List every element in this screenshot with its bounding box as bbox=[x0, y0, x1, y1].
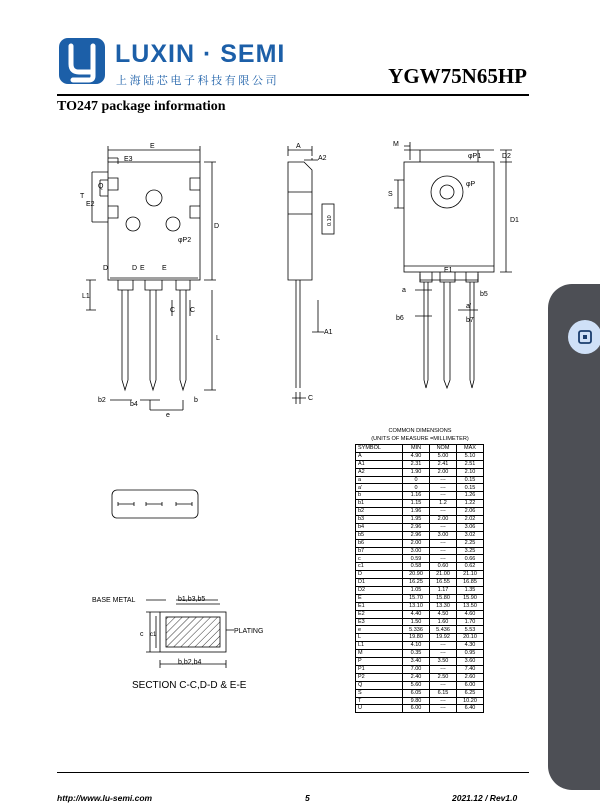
table-cell: 0 bbox=[403, 484, 430, 492]
dim-label-c: c bbox=[140, 631, 144, 638]
table-row bbox=[356, 658, 484, 666]
table-cell: 2.96 bbox=[403, 531, 430, 539]
table-cell: A2 bbox=[356, 468, 403, 476]
table-cell: b2 bbox=[356, 508, 403, 516]
table-cell: 1.96 bbox=[403, 508, 430, 516]
table-cell: b4 bbox=[356, 523, 403, 531]
dim-label-Q: Q bbox=[98, 183, 104, 190]
table-cell: 0.66 bbox=[457, 555, 484, 563]
table-cell: 6.00 bbox=[457, 681, 484, 689]
dim-label-S: S bbox=[388, 191, 393, 198]
table-cell: E3 bbox=[356, 618, 403, 626]
table-row bbox=[356, 547, 484, 555]
table-cell: 0.62 bbox=[457, 563, 484, 571]
table-cell: --- bbox=[430, 539, 457, 547]
dim-label-b-b2-b4: b,b2,b4 bbox=[178, 659, 202, 666]
table-row bbox=[356, 539, 484, 547]
table-cell: 5.10 bbox=[457, 452, 484, 460]
dim-label-L1: L1 bbox=[82, 293, 90, 300]
table-cell: L bbox=[356, 634, 403, 642]
dim-label-a: a bbox=[402, 287, 406, 294]
table-cell: 15.70 bbox=[403, 594, 430, 602]
table-cell: --- bbox=[430, 705, 457, 713]
table-row bbox=[356, 523, 484, 531]
table-cell: e bbox=[356, 626, 403, 634]
table-cell: 20.10 bbox=[457, 634, 484, 642]
table-cell: 16.25 bbox=[403, 579, 430, 587]
table-cell: E bbox=[356, 594, 403, 602]
table-cell: --- bbox=[430, 642, 457, 650]
table-row bbox=[356, 697, 484, 705]
dim-label-T: T bbox=[80, 193, 85, 200]
dim-label-D2: D2 bbox=[502, 153, 511, 160]
table-cell: 1.15 bbox=[403, 500, 430, 508]
table-row bbox=[356, 626, 484, 634]
table-cell: 0.59 bbox=[403, 555, 430, 563]
section-title: TO247 package information bbox=[57, 99, 226, 114]
table-cell: 1.05 bbox=[403, 587, 430, 595]
dim-label-b5: b5 bbox=[480, 291, 488, 298]
table-cell: 2.00 bbox=[403, 539, 430, 547]
table-cell: --- bbox=[430, 650, 457, 658]
dim-label-C: C bbox=[308, 395, 314, 402]
dim-label-E: E bbox=[150, 143, 155, 150]
dimensions-caption bbox=[356, 428, 484, 443]
table-row bbox=[356, 602, 484, 610]
table-cell: 4.50 bbox=[430, 610, 457, 618]
side-view bbox=[288, 146, 334, 404]
table-cell: b5 bbox=[356, 531, 403, 539]
table-cell: 1.22 bbox=[457, 500, 484, 508]
back-view bbox=[394, 142, 512, 388]
table-cell: 1.17 bbox=[430, 587, 457, 595]
table-cell: --- bbox=[430, 697, 457, 705]
table-cell: 19.80 bbox=[403, 634, 430, 642]
table-cell: 1.26 bbox=[457, 492, 484, 500]
lead-label-D: D bbox=[103, 265, 109, 272]
table-row bbox=[356, 492, 484, 500]
side-panel bbox=[548, 284, 600, 790]
dim-label-b6: b6 bbox=[396, 315, 404, 322]
dimensions-caption-line1: COMMON DIMENSIONS bbox=[388, 428, 452, 434]
table-cell: 0.95 bbox=[457, 650, 484, 658]
dim-label-a-prime: a' bbox=[466, 303, 472, 310]
dim-label-A: A bbox=[296, 143, 301, 150]
table-row bbox=[356, 610, 484, 618]
table-cell: 0.35 bbox=[403, 650, 430, 658]
dim-label-phiP1: φP1 bbox=[468, 153, 482, 160]
table-row bbox=[356, 508, 484, 516]
dimensions-table bbox=[355, 444, 484, 713]
table-cell: 3.50 bbox=[430, 658, 457, 666]
table-cell: 16.55 bbox=[430, 579, 457, 587]
table-cell: b7 bbox=[356, 547, 403, 555]
table-row bbox=[356, 594, 484, 602]
table-cell: --- bbox=[430, 523, 457, 531]
flatness-value: 0.10 bbox=[327, 215, 333, 226]
table-cell: 3.40 bbox=[403, 658, 430, 666]
dim-label-D1: D1 bbox=[510, 217, 519, 224]
dim-label-phiP2: φP2 bbox=[178, 237, 192, 244]
table-cell: 6.05 bbox=[403, 689, 430, 697]
section-label-C2: C bbox=[190, 307, 196, 314]
table-row bbox=[356, 665, 484, 673]
table-row bbox=[356, 571, 484, 579]
table-cell: 6.00 bbox=[403, 705, 430, 713]
table-cell: 21.10 bbox=[457, 571, 484, 579]
table-cell: 7.00 bbox=[403, 665, 430, 673]
part-number: YGW75N65HP bbox=[388, 64, 527, 88]
table-cell: --- bbox=[430, 665, 457, 673]
brand-name: LUXIN · SEMI bbox=[115, 40, 286, 68]
table-cell: 0 bbox=[403, 476, 430, 484]
table-cell: 15.80 bbox=[430, 594, 457, 602]
table-cell: 1.16 bbox=[403, 492, 430, 500]
table-cell: 20.90 bbox=[403, 571, 430, 579]
table-cell: 5.53 bbox=[457, 626, 484, 634]
table-cell: Q bbox=[356, 681, 403, 689]
table-cell: 2.06 bbox=[457, 508, 484, 516]
section-caption: SECTION C-C,D-D & E-E bbox=[132, 680, 247, 691]
label-plating: PLATING bbox=[234, 628, 264, 635]
table-cell: 4.40 bbox=[403, 610, 430, 618]
section-view bbox=[146, 600, 234, 668]
screenshot-button[interactable] bbox=[568, 320, 600, 354]
table-cell: --- bbox=[430, 492, 457, 500]
table-row bbox=[356, 650, 484, 658]
table-row bbox=[356, 689, 484, 697]
table-row bbox=[356, 587, 484, 595]
table-cell: 2.02 bbox=[457, 516, 484, 524]
table-cell: --- bbox=[430, 681, 457, 689]
table-cell: 6.15 bbox=[430, 689, 457, 697]
table-cell: 2.96 bbox=[403, 523, 430, 531]
table-cell: 5.336 bbox=[403, 626, 430, 634]
footer-url[interactable]: http://www.lu-semi.com bbox=[57, 793, 153, 803]
table-cell: 2.51 bbox=[457, 460, 484, 468]
table-cell: 15.90 bbox=[457, 594, 484, 602]
table-cell: 3.06 bbox=[457, 523, 484, 531]
table-cell: 21.00 bbox=[430, 571, 457, 579]
table-row bbox=[356, 460, 484, 468]
table-cell: 9.80 bbox=[403, 697, 430, 705]
table-cell: 13.30 bbox=[430, 602, 457, 610]
table-cell: 10.20 bbox=[457, 697, 484, 705]
table-cell: 2.50 bbox=[430, 673, 457, 681]
table-cell: 1.50 bbox=[403, 618, 430, 626]
lead-label-E: E bbox=[162, 265, 167, 272]
dim-label-D: D bbox=[214, 223, 220, 230]
table-cell: 1.70 bbox=[457, 618, 484, 626]
table-cell: D2 bbox=[356, 587, 403, 595]
table-cell: 2.25 bbox=[457, 539, 484, 547]
table-row bbox=[356, 531, 484, 539]
table-cell: 4.10 bbox=[403, 642, 430, 650]
table-cell: 4.60 bbox=[457, 610, 484, 618]
table-cell: 4.90 bbox=[403, 452, 430, 460]
table-row bbox=[356, 452, 484, 460]
table-row bbox=[356, 681, 484, 689]
table-cell: 7.40 bbox=[457, 665, 484, 673]
table-cell: --- bbox=[430, 555, 457, 563]
table-cell: 2.10 bbox=[457, 468, 484, 476]
table-cell: 19.92 bbox=[430, 634, 457, 642]
table-row bbox=[356, 673, 484, 681]
table-cell: M bbox=[356, 650, 403, 658]
table-cell: a bbox=[356, 476, 403, 484]
table-cell: 4.30 bbox=[457, 642, 484, 650]
table-cell: D bbox=[356, 571, 403, 579]
table-cell: 16.85 bbox=[457, 579, 484, 587]
table-cell: 3.25 bbox=[457, 547, 484, 555]
table-cell: 1.2 bbox=[430, 500, 457, 508]
table-row bbox=[356, 705, 484, 713]
table-row bbox=[356, 500, 484, 508]
section-label-C1: C bbox=[170, 307, 176, 314]
table-row bbox=[356, 618, 484, 626]
table-cell: b1 bbox=[356, 500, 403, 508]
end-view bbox=[112, 490, 198, 518]
table-cell: 1.60 bbox=[430, 618, 457, 626]
table-row bbox=[356, 563, 484, 571]
footer-divider bbox=[57, 772, 529, 773]
table-cell: 3.02 bbox=[457, 531, 484, 539]
table-cell: 13.50 bbox=[457, 602, 484, 610]
table-row bbox=[356, 476, 484, 484]
table-cell: b6 bbox=[356, 539, 403, 547]
table-row bbox=[356, 516, 484, 524]
table-cell: 0.15 bbox=[457, 476, 484, 484]
table-cell: b bbox=[356, 492, 403, 500]
lead-label-E2: E bbox=[140, 265, 145, 272]
lead-label-D2: D bbox=[132, 265, 138, 272]
dim-label-M: M bbox=[393, 141, 399, 148]
table-cell: c1 bbox=[356, 563, 403, 571]
label-base-metal: BASE METAL bbox=[92, 597, 136, 604]
table-cell: 2.00 bbox=[430, 468, 457, 476]
front-view bbox=[86, 146, 216, 410]
table-cell: --- bbox=[430, 547, 457, 555]
table-cell: 2.41 bbox=[430, 460, 457, 468]
brand-name-chinese: 上海陆芯电子科技有限公司 bbox=[116, 74, 280, 87]
table-cell: 3.60 bbox=[457, 658, 484, 666]
table-cell: 2.40 bbox=[403, 673, 430, 681]
table-cell: 2.60 bbox=[457, 673, 484, 681]
table-cell: P1 bbox=[356, 665, 403, 673]
table-cell: 1.35 bbox=[457, 587, 484, 595]
table-cell: S bbox=[356, 689, 403, 697]
table-cell: A1 bbox=[356, 460, 403, 468]
page-number: 5 bbox=[305, 793, 310, 803]
table-row bbox=[356, 634, 484, 642]
table-row bbox=[356, 642, 484, 650]
table-cell: 3.00 bbox=[403, 547, 430, 555]
table-cell: D1 bbox=[356, 579, 403, 587]
table-header-cell: MIN bbox=[403, 445, 430, 453]
table-header-cell: MAX bbox=[457, 445, 484, 453]
dim-label-b: b bbox=[194, 397, 198, 404]
table-cell: 13.10 bbox=[403, 602, 430, 610]
table-cell: --- bbox=[430, 484, 457, 492]
table-cell: A bbox=[356, 452, 403, 460]
dim-label-E2: E2 bbox=[86, 201, 95, 208]
dim-label-b7: b7 bbox=[466, 317, 474, 324]
dim-label-A1: A1 bbox=[324, 329, 333, 336]
screenshot-icon bbox=[577, 329, 593, 345]
table-cell: 6.25 bbox=[457, 689, 484, 697]
table-header-row bbox=[356, 445, 484, 453]
table-cell: 0.15 bbox=[457, 484, 484, 492]
table-cell: E2 bbox=[356, 610, 403, 618]
table-cell: --- bbox=[430, 476, 457, 484]
table-cell: 5.436 bbox=[430, 626, 457, 634]
dim-label-L: L bbox=[216, 335, 220, 342]
table-row bbox=[356, 555, 484, 563]
revision-info: 2021.12 / Rev1.0 bbox=[452, 793, 518, 803]
table-cell: a' bbox=[356, 484, 403, 492]
dim-label-c1: c1 bbox=[150, 632, 157, 638]
dim-label-E3: E3 bbox=[124, 156, 133, 163]
table-header-cell: SYMBOL bbox=[356, 445, 403, 453]
table-cell: L1 bbox=[356, 642, 403, 650]
table-cell: P2 bbox=[356, 673, 403, 681]
table-cell: 0.60 bbox=[430, 563, 457, 571]
table-cell: 3.00 bbox=[430, 531, 457, 539]
table-cell: 6.40 bbox=[457, 705, 484, 713]
dim-label-e: e bbox=[166, 412, 170, 419]
table-cell: c bbox=[356, 555, 403, 563]
table-row bbox=[356, 468, 484, 476]
table-cell: 5.00 bbox=[430, 452, 457, 460]
dim-label-E1: E1 bbox=[444, 267, 453, 274]
dim-label-b4: b4 bbox=[130, 401, 138, 408]
table-cell: 1.95 bbox=[403, 516, 430, 524]
table-cell: P bbox=[356, 658, 403, 666]
dim-label-phiP: φP bbox=[466, 181, 476, 188]
table-cell: b3 bbox=[356, 516, 403, 524]
dim-label-b1b3b5: b1,b3,b5 bbox=[178, 596, 206, 603]
table-cell: 5.60 bbox=[403, 681, 430, 689]
table-cell: T bbox=[356, 697, 403, 705]
table-header-cell: NOM bbox=[430, 445, 457, 453]
dim-label-b2: b2 bbox=[98, 397, 106, 404]
table-cell: 2.00 bbox=[430, 516, 457, 524]
table-cell: 2.31 bbox=[403, 460, 430, 468]
table-cell: E1 bbox=[356, 602, 403, 610]
table-cell: --- bbox=[430, 508, 457, 516]
table-cell: 1.90 bbox=[403, 468, 430, 476]
table-row bbox=[356, 484, 484, 492]
dimensions-caption-line2: (UNITS OF MEASURE =MILLIMETER) bbox=[371, 435, 469, 442]
table-cell: 0.58 bbox=[403, 563, 430, 571]
table-cell: U bbox=[356, 705, 403, 713]
table-row bbox=[356, 579, 484, 587]
dim-label-A2: A2 bbox=[318, 155, 327, 162]
